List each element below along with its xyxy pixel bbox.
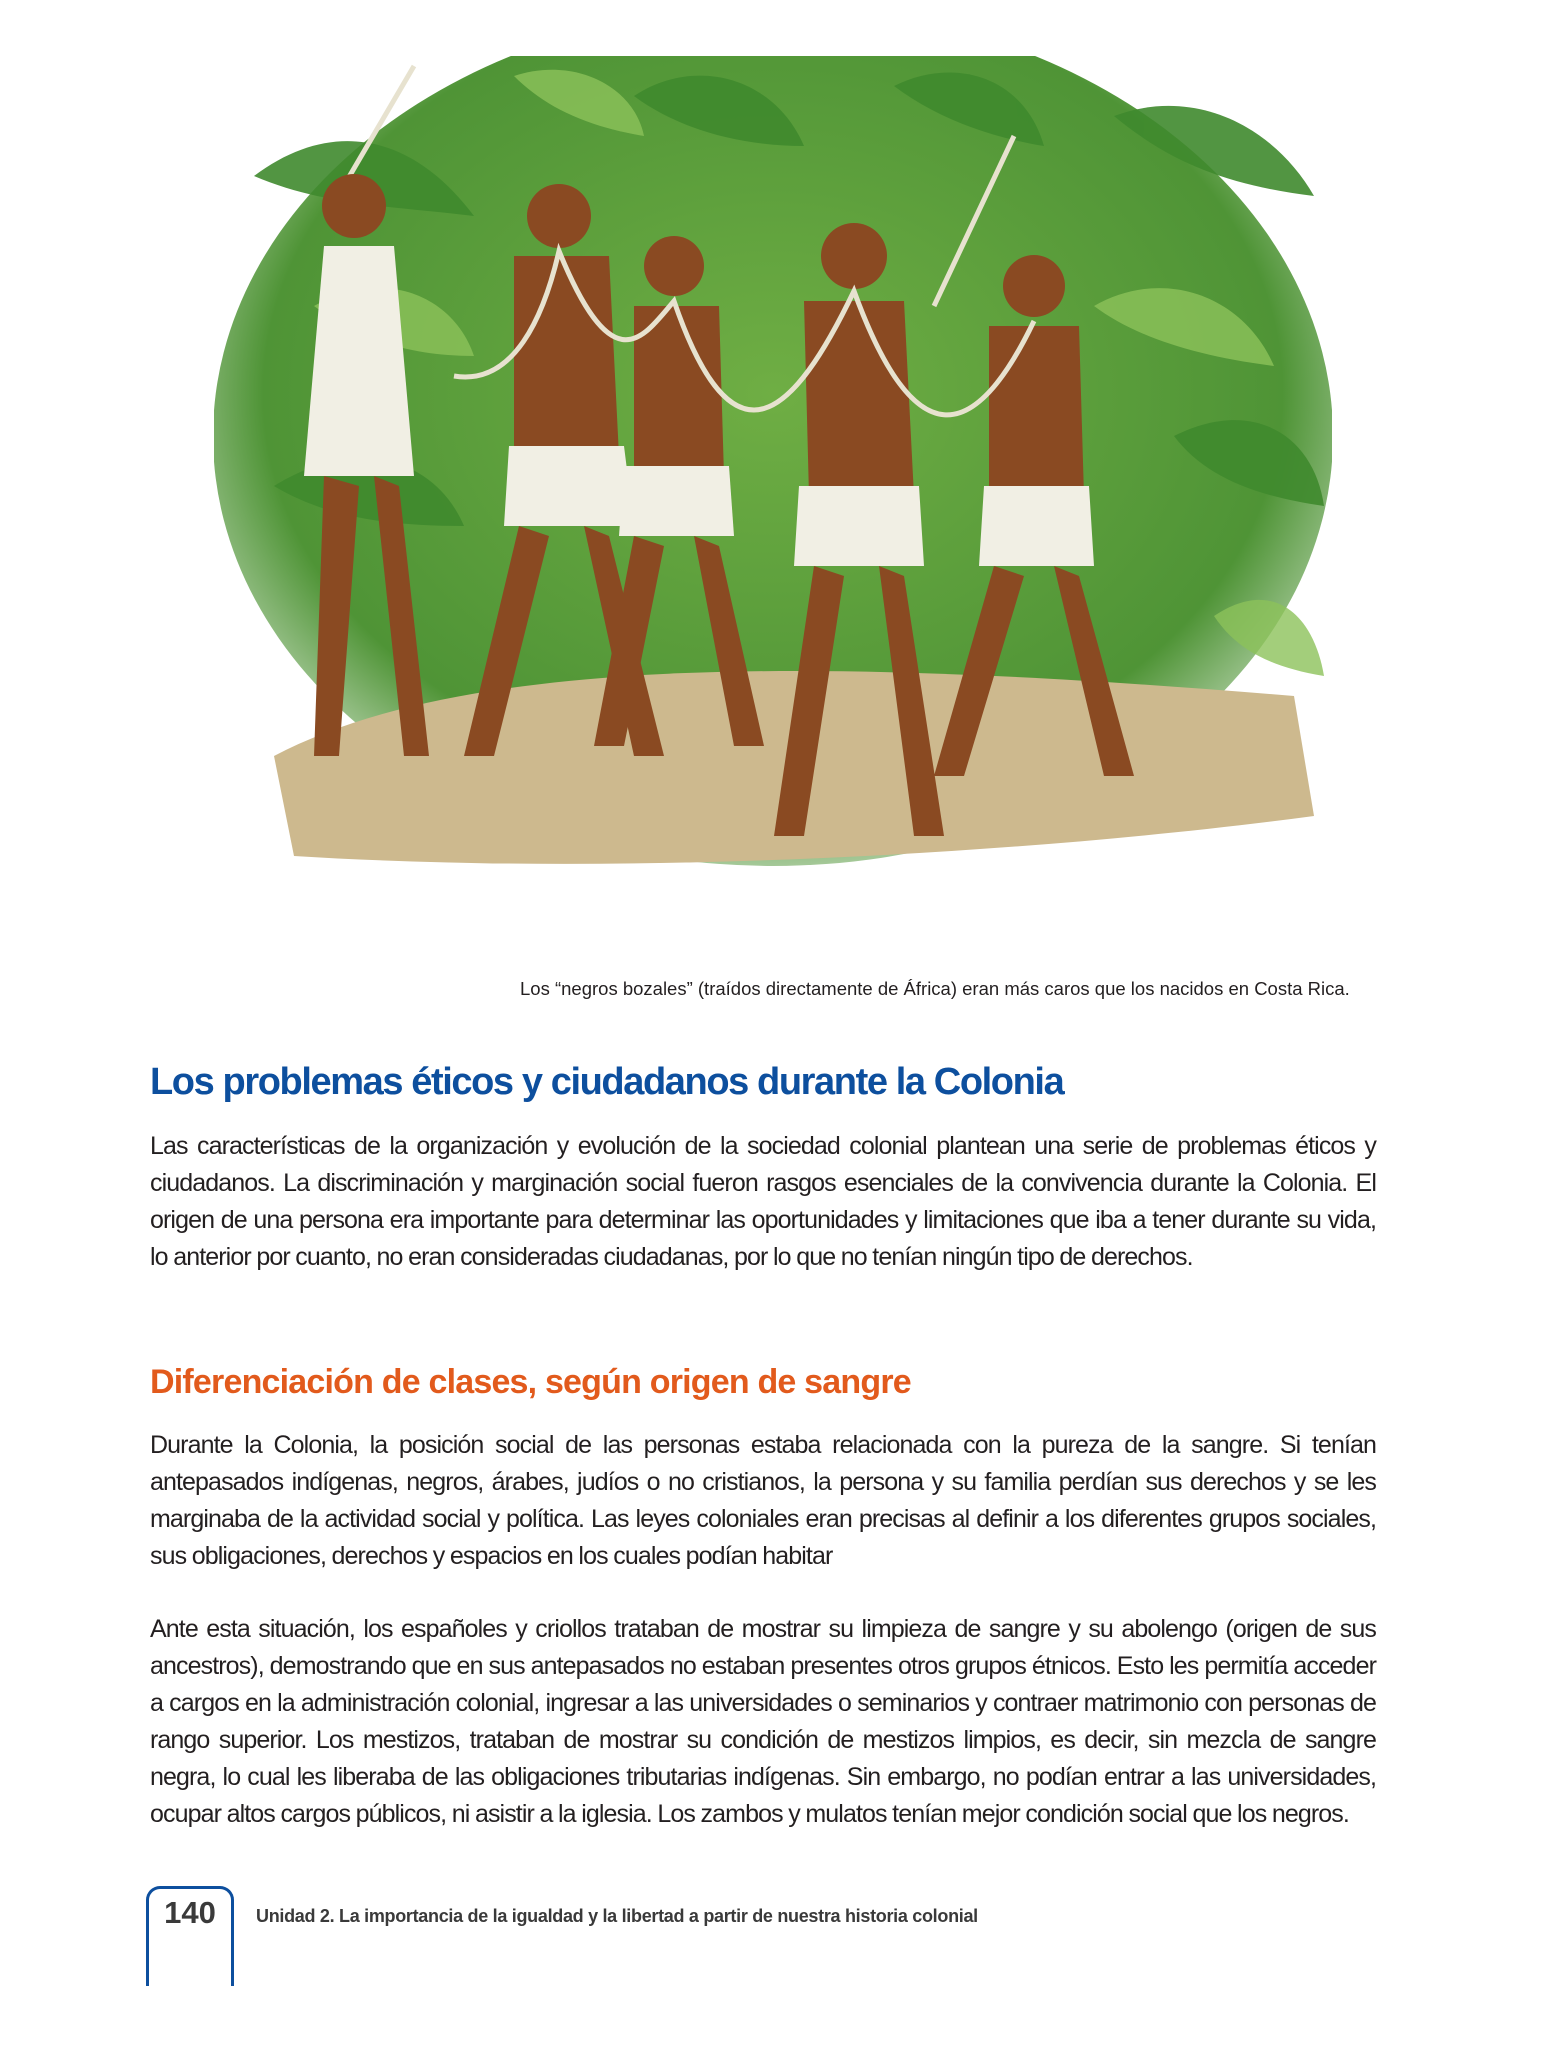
- page-number: 140: [164, 1895, 216, 1930]
- paragraph-blood-purity: Durante la Colonia, la posición social de las personas estaba relacionada con la pureza de la sangre. Si tenían antepasados indígenas, negros, árabes, judíos o no cristianos, la persona y su familia perdían sus derechos y se les marginaba de la actividad social y política. Las leyes coloniales eran precisas al definir a los diferentes grupos sociales, sus obligaciones, derechos y espacios en los cuales podían habitar: [150, 1431, 1376, 1570]
- section-title-ethical-problems: Los problemas éticos y ciudadanos durante la Colonia: [150, 1061, 1064, 1103]
- illustration-slaves-in-jungle: [214, 56, 1332, 944]
- paragraph-ethical-problems: Las características de la organización y evolución de la sociedad colonial plantean una serie de problemas éticos y ciudadanos. La discriminación y marginación social fueron rasgos esenciales de la convivencia durante la Colonia. El origen de una persona era importante para determinar las oportunidades y limitaciones que iba a tener durante su vida, lo anterior por cuanto, no eran consideradas ciudadanas, por lo que no tenían ningún tipo de derechos.: [150, 1132, 1376, 1271]
- footer-unit-title: Unidad 2. La importancia de la igualdad y la libertad a partir de nuestra historia colonial: [256, 1906, 978, 1926]
- section-title-class-differentiation: Diferenciación de clases, según origen de sangre: [150, 1363, 911, 1401]
- illustration-caption: Los “negros bozales” (traídos directamente de África) eran más caros que los nacidos en Costa Rica.: [520, 978, 1350, 999]
- jungle-scene-drawing: [214, 56, 1332, 944]
- paragraph-lineage: Ante esta situación, los españoles y criollos trataban de mostrar su limpieza de sangre y su abolengo (origen de sus ancestros), demostrando que en sus antepasados no estaban presentes otros grupos étnicos. Esto les permitía acceder a cargos en la administración colonial, ingresar a las universidades o seminarios y contraer matrimonio con personas de rango superior. Los mestizos, trataban de mostrar su condición de mestizos limpios, es decir, sin mezcla de sangre negra, lo cual les liberaba de las obligaciones tributarias indígenas. Sin embargo, no podían entrar a las universidades, ocupar altos cargos públicos, ni asistir a la iglesia. Los zambos y mulatos tenían mejor condición social que los negros.: [150, 1615, 1376, 1828]
